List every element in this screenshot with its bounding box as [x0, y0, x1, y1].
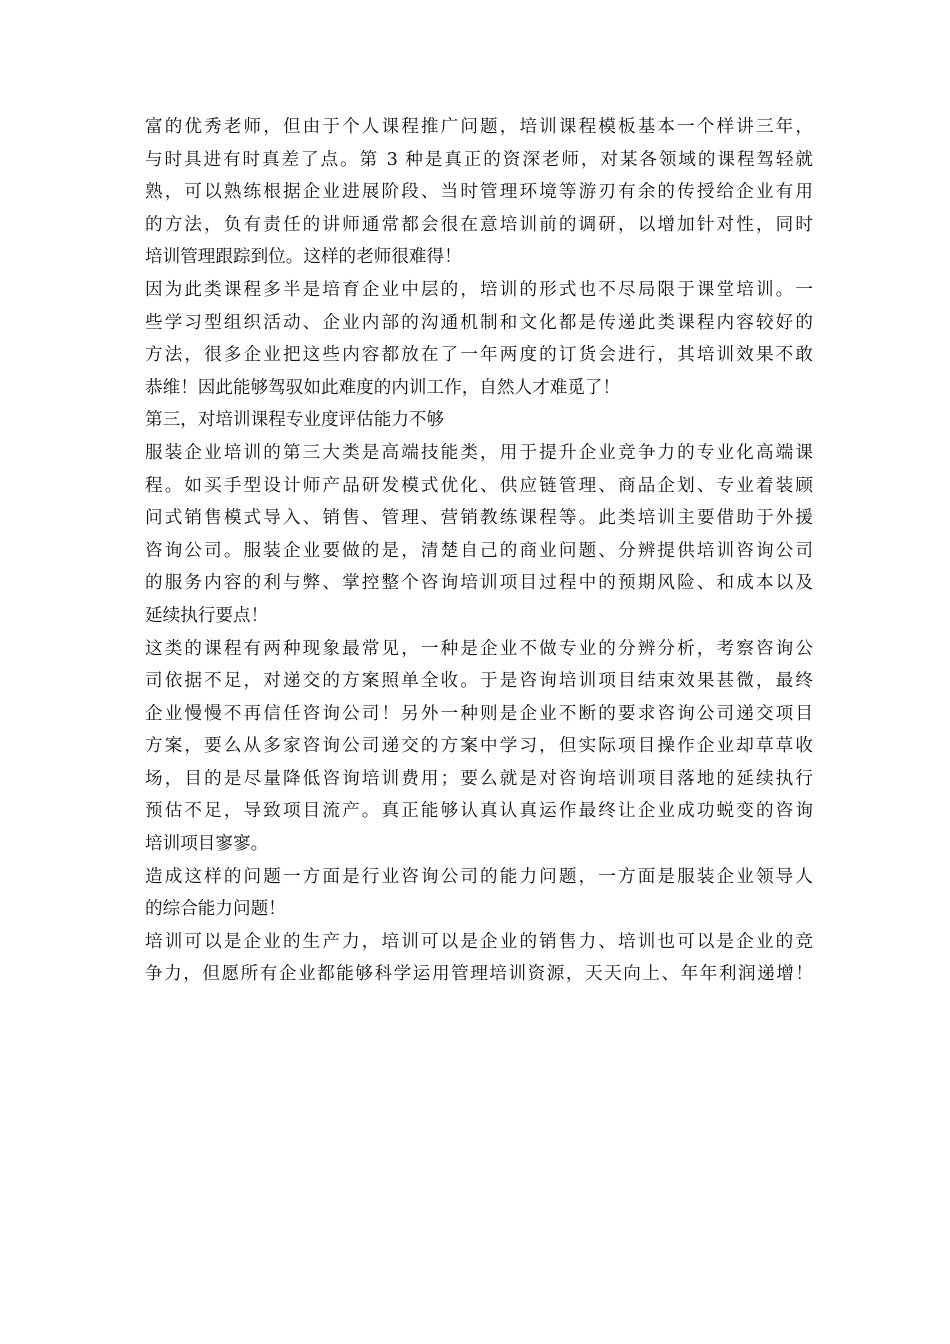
text-line: 第三，对培训课程专业度评估能力不够: [145, 410, 445, 431]
text-line: 问式销售模式导入、销售、管理、营销教练课程等。此类培训主要借助于外援: [145, 508, 813, 529]
text-line: 咨询公司。服装企业要做的是，清楚自己的商业问题、分辨提供培训咨询公司: [145, 540, 813, 561]
text-line: 恭维！因此能够驾驭如此难度的内训工作，自然人才难觅了！: [145, 377, 621, 398]
text-line: 方法，很多企业把这些内容都放在了一年两度的订货会进行，其培训效果不敢: [145, 345, 813, 366]
text-line: 的服务内容的利与弊、掌控整个咨询培训项目过程中的预期风险、和成本以及: [145, 573, 813, 594]
text-line: 熟，可以熟练根据企业进展阶段、当时管理环境等游刃有余的传授给企业有用: [145, 182, 813, 203]
document-body: [145, 111, 813, 991]
text-line: 与时具进有时真差了点。第 3 种是真正的资深老师，对某各领域的课程驾轻就: [145, 149, 813, 170]
text-line: 司依据不足，对递交的方案照单全收。于是咨询培训项目结束效果甚微，最终: [145, 671, 813, 692]
text-line: 富的优秀老师，但由于个人课程推广问题，培训课程模板基本一个样讲三年，: [145, 117, 813, 137]
text-line: 服装企业培训的第三大类是高端技能类，用于提升企业竞争力的专业化高端课: [145, 442, 813, 463]
text-line: 这类的课程有两种现象最常见，一种是企业不做专业的分辨分析，考察咨询公: [145, 638, 813, 659]
text-line: 企业慢慢不再信任咨询公司！另外一种则是企业不断的要求咨询公司递交项目: [145, 703, 813, 724]
text-line: 方案，要么从多家咨询公司递交的方案中学习，但实际项目操作企业却草草收: [145, 736, 813, 757]
text-line: 场，目的是尽量降低咨询培训费用；要么就是对咨询培训项目落地的延续执行: [145, 768, 813, 789]
text-line: 造成这样的问题一方面是行业咨询公司的能力问题，一方面是服装企业领导人: [145, 866, 813, 887]
text-line: 因为此类课程多半是培育企业中层的，培训的形式也不尽局限于课堂培训。一: [145, 279, 813, 300]
text-line: 培训可以是企业的生产力，培训可以是企业的销售力、培训也可以是企业的竞: [145, 931, 813, 952]
text-line: 的方法，负有责任的讲师通常都会很在意培训前的调研，以增加针对性，同时: [145, 214, 813, 235]
text-line: 预估不足，导致项目流产。真正能够认真认真运作最终让企业成功蜕变的咨询: [145, 801, 813, 822]
text-line: 培训项目寥寥。: [145, 834, 269, 855]
text-line: 延续执行要点！: [145, 605, 269, 626]
text-line: 的综合能力问题！: [145, 899, 286, 920]
text-line: 些学习型组织活动、企业内部的沟通机制和文化都是传递此类课程内容较好的: [145, 312, 813, 333]
text-line: 程。如买手型设计师产品研发模式优化、供应链管理、商品企划、专业着装顾: [145, 475, 813, 496]
text-line: 培训管理跟踪到位。这样的老师很难得！: [145, 247, 462, 268]
text-line: 争力，但愿所有企业都能够科学运用管理培训资源，天天向上、年年利润递增！: [145, 964, 813, 985]
